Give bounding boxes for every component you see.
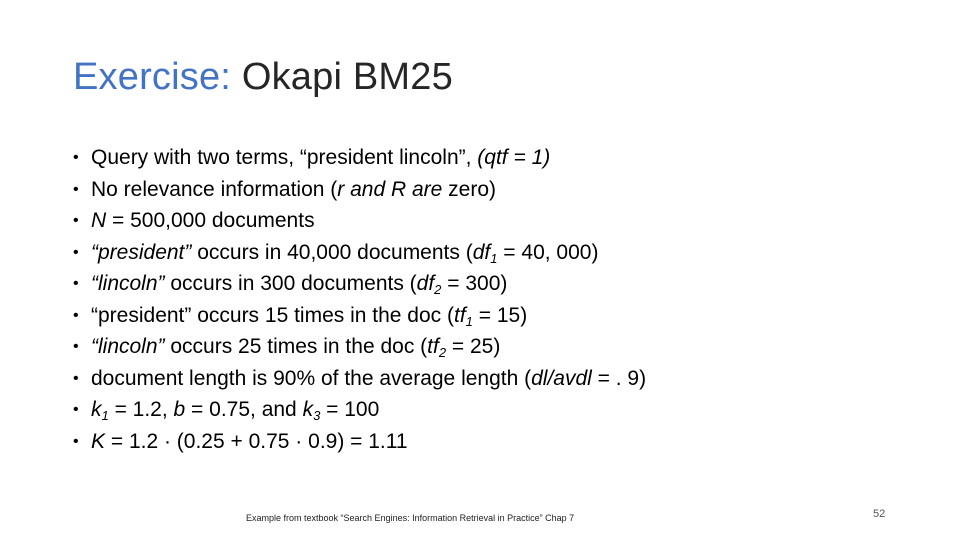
bullet-text-italic: (qtf = 1) (477, 146, 551, 169)
bullet-item (73, 300, 646, 332)
slide-title (73, 56, 453, 99)
bullet-text-italic: N (91, 209, 107, 232)
bullet-text: = 15) (472, 303, 528, 327)
bullet-text: = 1.2, (108, 398, 174, 421)
bullet-text-italic: tf (427, 335, 439, 358)
bullet-item (73, 426, 646, 458)
bullet-dot: • (73, 432, 79, 450)
bullet-dot: • (73, 306, 79, 324)
bullet-text: “president” occurs 15 times in the doc ( (91, 303, 454, 327)
bullet-text: occurs 25 times in the doc ( (164, 335, 428, 358)
bullet-text: occurs in 300 documents ( (164, 272, 417, 295)
bullet-text-italic: k (302, 398, 314, 421)
subscript: 3 (313, 408, 321, 423)
bullet-item (73, 394, 646, 426)
bullet-item (73, 268, 646, 300)
bullet-text-italic: “president” (91, 240, 192, 264)
bullet-text: = 0.75, and (185, 398, 303, 421)
slide-footer: Example from textbook “Search Engines: Information Retrieval in Practice” Chap 7 (246, 513, 575, 523)
bullet-text: = 500,000 documents (106, 209, 315, 232)
bullet-text: = . 9) (591, 366, 647, 390)
bullet-text: = 40, 000) (497, 240, 599, 264)
bullet-dot: • (73, 149, 79, 166)
bullet-text-italic: df (472, 240, 491, 264)
page-number: 52 (873, 508, 886, 520)
bullet-dot: • (73, 275, 79, 292)
bullet-text: occurs in 40,000 documents ( (191, 240, 473, 264)
bullet-text-italic: tf (454, 303, 466, 327)
subscript: 1 (465, 313, 473, 329)
bullet-text-italic: k (91, 398, 102, 421)
bullet-text: = 1.2 · (0.25 + 0.75 · 0.9) = 1.11 (105, 429, 408, 453)
bullet-item (73, 205, 646, 237)
bullet-dot: • (73, 180, 79, 198)
subscript: 1 (101, 408, 109, 423)
bullet-text: = 100 (320, 398, 380, 421)
bullet-dot: • (73, 212, 79, 229)
subscript: 2 (434, 282, 442, 297)
bullet-text: = 300) (441, 272, 508, 295)
bullet-list (73, 142, 646, 457)
bullet-item (73, 142, 646, 174)
bullet-dot: • (73, 401, 79, 418)
title-text: Okapi BM25 (231, 56, 453, 98)
bullet-text: Query with two terms, “president lincoln”, (91, 146, 478, 169)
bullet-text: = 25) (446, 335, 501, 358)
subscript: 2 (438, 345, 447, 360)
bullet-item (73, 363, 646, 395)
bullet-dot: • (73, 338, 79, 355)
bullet-text: zero) (442, 177, 497, 201)
bullet-item (73, 237, 646, 269)
bullet-text-italic: “lincoln” (91, 272, 165, 295)
bullet-item (73, 174, 646, 206)
bullet-text: document length is 90% of the average length ( (91, 366, 532, 390)
bullet-text-italic: df (416, 272, 435, 295)
bullet-item (73, 331, 646, 363)
bullet-text-italic: b (173, 398, 186, 421)
subscript: 1 (490, 250, 498, 266)
title-accent: Exercise: (73, 56, 232, 98)
bullet-dot: • (73, 369, 79, 387)
bullet-text-italic: “lincoln” (91, 335, 165, 358)
bullet-text-italic: dl/avdl (531, 366, 592, 390)
bullet-text: No relevance information ( (91, 177, 338, 201)
bullet-dot: • (73, 243, 79, 261)
bullet-text-italic: K (91, 429, 106, 453)
bullet-text-italic: r and R are (337, 177, 443, 201)
